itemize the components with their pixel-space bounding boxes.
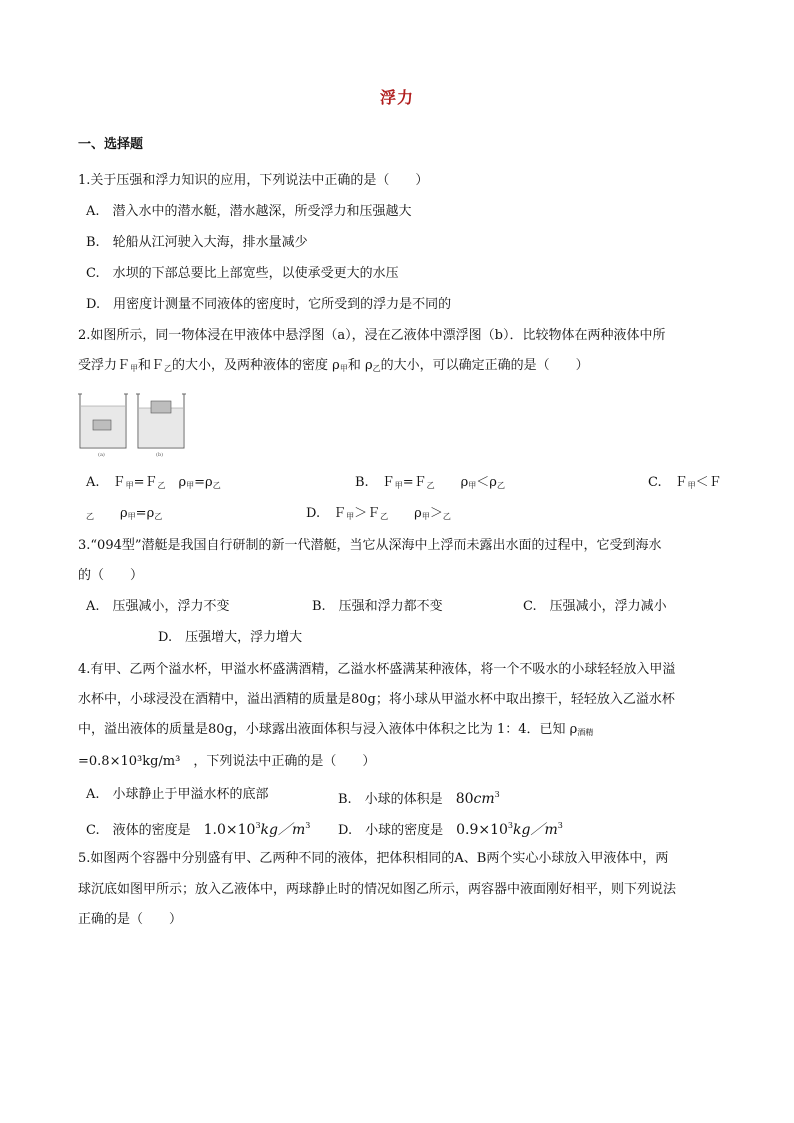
q4-option-d[interactable]: D. 小球的密度是 $0.9\times 10^3kg/m^3$: [338, 821, 563, 838]
q1-option-c[interactable]: C. 水坝的下部总要比上部宽些，以使承受更大的水压: [86, 266, 399, 281]
q4-option-a[interactable]: A. 小球静止于甲溢水杯的底部: [86, 787, 269, 802]
q5-stem-line3: 正确的是（ ）: [78, 912, 183, 927]
q2-option-d[interactable]: D. Ｆ$_甲$＞Ｆ$_乙$ $\rho_甲>_乙$: [306, 506, 451, 521]
q4-stem-line2: 水杯中，小球浸没在酒精中，溢出酒精的质量是80g；将小球从甲溢水杯中取出擦干，轻轻放入乙溢水杯: [78, 692, 675, 707]
q4-option-b[interactable]: B. 小球的体积是 $80cm^3$: [338, 790, 500, 807]
q3-option-b[interactable]: B. 压强和浮力都不变: [312, 599, 443, 614]
q3-stem-line1: 3.“094型”潜艇是我国自行研制的新一代潜艇，当它从深海中上浮而未露出水面的过程中，它受到海水: [78, 538, 662, 553]
q4-stem-line3: 中，溢出液体的质量是80g，小球露出液面体积与浸入液体中体积之比为 1：4．已知 $\rho_{酒精}$: [78, 722, 594, 737]
q1-option-d[interactable]: D. 用密度计测量不同液体的密度时，它所受到的浮力是不同的: [86, 297, 452, 312]
q2-stem-line1: 2.如图所示，同一物体浸在甲液体中悬浮图（a），浸在乙液体中漂浮图（b）．比较物体在两种液体中所: [78, 328, 666, 343]
q2-option-a[interactable]: A. Ｆ$_甲$=Ｆ$_乙$ $\rho_甲=\rho_乙$: [86, 475, 221, 490]
q4-stem-line1: 4.有甲、乙两个溢水杯，甲溢水杯盛满酒精，乙溢水杯盛满某种液体，将一个不吸水的小球轻轻放入甲溢: [78, 662, 676, 677]
q3-option-c[interactable]: C. 压强减小，浮力减小: [523, 599, 667, 614]
q1-stem: 1.关于压强和浮力知识的应用，下列说法中正确的是（ ）: [78, 173, 429, 188]
q2-option-c[interactable]: C. Ｆ$_甲$＜Ｆ: [648, 475, 722, 490]
q1-option-a[interactable]: A. 潜入水中的潜水艇，潜水越深，所受浮力和压强越大: [86, 204, 412, 219]
section-heading: 一、选择题: [78, 137, 144, 152]
figure-caption-b: (b): [156, 452, 164, 458]
q2-option-c-cont[interactable]: $_乙$ $\rho_甲=\rho_乙$: [86, 506, 163, 521]
q5-stem-line1: 5.如图两个容器中分别盛有甲、乙两种不同的液体，把体积相同的A、B两个实心小球放入甲液体中，两: [78, 851, 669, 866]
beaker-figure: [78, 392, 188, 458]
beaker-diagram: [78, 392, 188, 452]
page-title: 浮力: [379, 88, 414, 107]
figure-caption-a: (a): [98, 452, 105, 458]
q3-option-a[interactable]: A. 压强减小，浮力不变: [86, 599, 230, 614]
q3-option-d[interactable]: D. 压强增大，浮力增大: [158, 630, 303, 645]
q2-option-b[interactable]: B. Ｆ$_甲$=Ｆ$_乙$ $\rho_甲<\rho_乙$: [355, 475, 505, 490]
q4-option-c[interactable]: C. 液体的密度是 $1.0\times 10^3kg/m^3$: [86, 821, 311, 838]
q4-stem-line4: =0.8×10³kg/m³ ，下列说法中正确的是（ ）: [78, 754, 376, 769]
q3-stem-line2: 的（ ）: [78, 568, 144, 583]
q5-stem-line2: 球沉底如图甲所示；放入乙液体中，两球静止时的情况如图乙所示，两容器中液面刚好相平，则下列说法: [78, 882, 677, 897]
q1-option-b[interactable]: B. 轮船从江河驶入大海，排水量减少: [86, 235, 308, 250]
q2-stem-line2: 受浮力Ｆ$_甲$和Ｆ$_乙$的大小，及两种液体的密度 $\rho_甲$和 $\rho_乙$的大小，可以确定正确的是（ ）: [78, 358, 589, 373]
